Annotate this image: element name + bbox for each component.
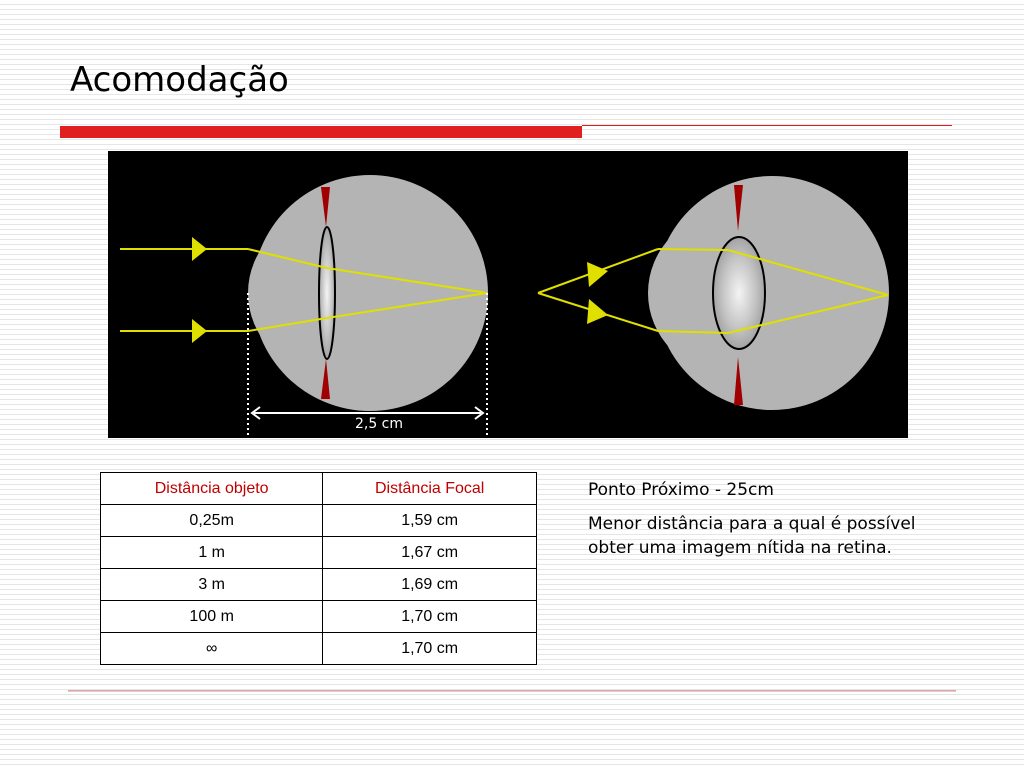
table-row bbox=[101, 505, 537, 537]
definition-text: Menor distância para a qual é possível obter uma imagem nítida na retina. bbox=[588, 514, 916, 558]
measure-label: 2,5 cm bbox=[354, 416, 404, 432]
cell-focal-distance: 1,70 cm bbox=[323, 601, 537, 633]
cell-focal-distance: 1,59 cm bbox=[323, 505, 537, 537]
notes-block bbox=[588, 478, 948, 570]
cell-focal-distance: 1,67 cm bbox=[323, 537, 537, 569]
table-row bbox=[101, 633, 537, 665]
ray-near-top bbox=[658, 249, 728, 250]
header-object-distance: Distância objeto bbox=[101, 473, 323, 505]
cell-object-distance: ∞ bbox=[101, 633, 323, 665]
title-underline-bar bbox=[60, 126, 582, 138]
accommodation-diagram bbox=[108, 151, 908, 438]
slide-title: Acomodação bbox=[70, 60, 289, 100]
focal-distance-table bbox=[100, 472, 537, 665]
header-focal-distance: Distância Focal bbox=[323, 473, 537, 505]
table-row bbox=[101, 537, 537, 569]
near-point-text: Ponto Próximo - 25cm bbox=[588, 480, 774, 500]
table-row bbox=[101, 601, 537, 633]
title-underline-thin bbox=[582, 125, 952, 126]
cell-object-distance: 3 m bbox=[101, 569, 323, 601]
table-header-row bbox=[101, 473, 537, 505]
cell-object-distance: 1 m bbox=[101, 537, 323, 569]
cell-object-distance: 0,25m bbox=[101, 505, 323, 537]
table-row bbox=[101, 569, 537, 601]
cell-focal-distance: 1,70 cm bbox=[323, 633, 537, 665]
cell-focal-distance: 1,69 cm bbox=[323, 569, 537, 601]
cell-object-distance: 100 m bbox=[101, 601, 323, 633]
lens-thin bbox=[319, 227, 335, 359]
footer-divider bbox=[68, 690, 956, 692]
